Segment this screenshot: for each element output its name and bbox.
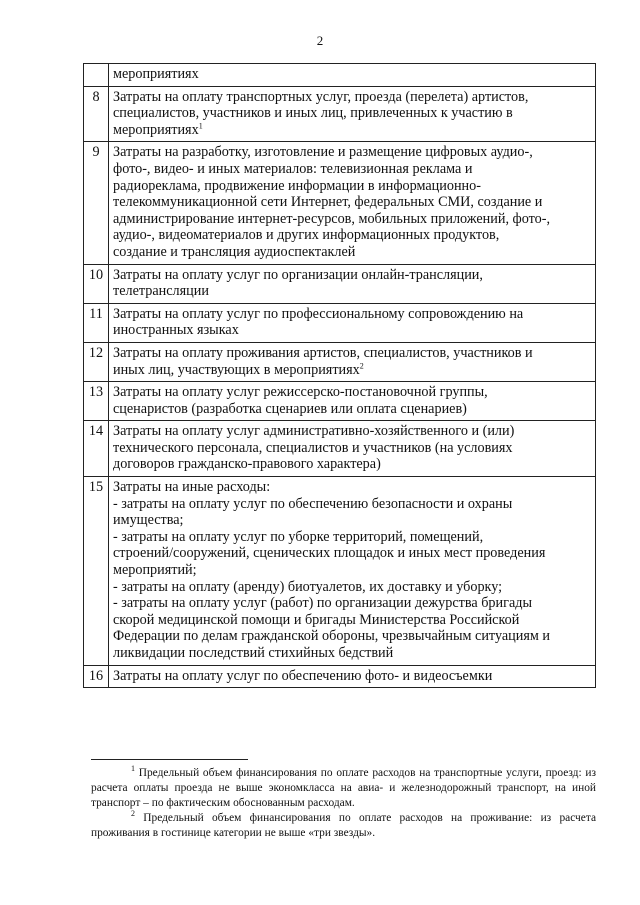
text-line <box>113 362 591 379</box>
text-line <box>113 612 591 629</box>
text-line <box>113 645 591 662</box>
row-number: 16 <box>84 665 109 688</box>
text-line <box>113 562 591 579</box>
line-text: - затраты на оплату услуг по обеспечению безопасности и охраны <box>113 495 513 512</box>
line-text: администрирование интернет-ресурсов, мобильных приложений, фото-, <box>113 210 551 227</box>
footnote-divider <box>91 759 248 760</box>
expense-description <box>109 342 596 381</box>
text-line <box>113 345 591 362</box>
line-text: Затраты на оплату услуг по профессиональному сопровождению на <box>113 305 524 322</box>
footnote-reference: 1 <box>198 121 203 131</box>
table-row <box>84 665 596 688</box>
expense-description <box>109 382 596 421</box>
text-line <box>113 545 591 562</box>
line-text: Затраты на оплату услуг по обеспечению фото- и видеосъемки <box>113 667 493 684</box>
line-text: сценаристов (разработка сценариев или оплата сценариев) <box>113 400 467 417</box>
line-text: иностранных языках <box>113 322 239 339</box>
footnote-mark: 2 <box>131 809 135 819</box>
text-line <box>113 267 591 284</box>
line-text: скорой медицинской помощи и бригады Министерства Российской <box>113 611 520 628</box>
line-text: технического персонала, специалистов и участников (на условиях <box>113 439 513 456</box>
line-text: телетрансляции <box>113 283 209 300</box>
page-number: 2 <box>316 33 324 48</box>
expense-description <box>109 303 596 342</box>
line-text: договоров гражданско-правового характера) <box>113 456 381 473</box>
text-line <box>113 423 591 440</box>
line-text: ликвидации последствий стихийных бедствий <box>113 645 394 661</box>
footnotes <box>91 766 596 841</box>
footnote-text: Предельный объем финансирования по оплате расходов на проживание: из расчета проживания в гостинице категории не выше «три звезды». <box>91 812 596 839</box>
row-number: 11 <box>84 303 109 342</box>
line-text: имущества; <box>113 512 184 529</box>
line-text: создание и трансляция аудиоспектаклей <box>113 243 356 260</box>
expense-description <box>109 86 596 142</box>
line-text: аудио-, видеоматериалов и других информационных продуктов, <box>113 227 500 244</box>
footnote-reference: 2 <box>359 360 364 370</box>
line-text: Затраты на оплату услуг по организации онлайн-трансляции, <box>113 266 483 283</box>
line-text: Затраты на оплату услуг административно-хозяйственного и (или) <box>113 423 515 440</box>
footnote-text: Предельный объем финансирования по оплате расходов на транспортные услуги, проезд: из расчета оплаты проезда не выше экономкласса на авиа- и железнодорожный транспорт, на иной транспорт – по фактическим обоснованным расходам. <box>91 767 596 809</box>
line-text: - затраты на оплату услуг (работ) по организации дежурства бригады <box>113 595 532 612</box>
text-line <box>113 322 591 339</box>
line-text: Затраты на разработку, изготовление и размещение цифровых аудио-, <box>113 144 533 161</box>
text-line <box>113 628 591 645</box>
text-line <box>113 244 591 261</box>
line-text: фото-, видео- и иных материалов: телевизионная реклама и <box>113 160 473 177</box>
row-number: 10 <box>84 264 109 303</box>
text-line <box>113 194 591 211</box>
text-line <box>113 306 591 323</box>
line-text: Затраты на оплату транспортных услуг, проезда (перелета) артистов, <box>113 88 529 105</box>
line-text: строений/сооружений, сценических площадок и иных мест проведения <box>113 545 546 562</box>
row-number: 8 <box>84 86 109 142</box>
line-text: Затраты на оплату услуг режиссерско-постановочной группы, <box>113 384 488 401</box>
line-text: - затраты на оплату услуг по уборке территорий, помещений, <box>113 528 484 545</box>
expense-description <box>109 264 596 303</box>
line-text: мероприятиях <box>113 66 199 82</box>
text-line <box>113 105 591 122</box>
text-line <box>113 479 591 496</box>
table-row <box>84 64 596 87</box>
table-row <box>84 477 596 666</box>
table-row <box>84 86 596 142</box>
table-row <box>84 142 596 264</box>
text-line <box>113 178 591 195</box>
row-number: 14 <box>84 421 109 477</box>
text-line <box>113 529 591 546</box>
line-text: мероприятиях <box>113 121 199 138</box>
footnote <box>91 766 596 811</box>
row-number <box>84 64 109 87</box>
text-line <box>113 668 591 685</box>
text-line <box>113 456 591 473</box>
line-text: радиореклама, продвижение информации в информационно- <box>113 177 481 194</box>
table-row <box>84 382 596 421</box>
text-line <box>113 512 591 529</box>
text-line <box>113 440 591 457</box>
expense-description <box>109 64 596 87</box>
text-line <box>113 579 591 596</box>
table-row <box>84 303 596 342</box>
text-line <box>113 144 591 161</box>
text-line <box>113 66 591 83</box>
text-line <box>113 283 591 300</box>
text-line <box>113 89 591 106</box>
row-number: 9 <box>84 142 109 264</box>
expense-table <box>83 63 596 688</box>
expense-description <box>109 665 596 688</box>
text-line <box>113 384 591 401</box>
expense-description <box>109 477 596 666</box>
footnote <box>91 811 596 841</box>
text-line <box>113 401 591 418</box>
line-text: Затраты на иные расходы: <box>113 479 271 496</box>
line-text: телекоммуникационной сети Интернет, федеральных СМИ, создание и <box>113 194 543 211</box>
row-number: 12 <box>84 342 109 381</box>
text-line <box>113 227 591 244</box>
text-line <box>113 595 591 612</box>
text-line <box>113 161 591 178</box>
table-row <box>84 342 596 381</box>
line-text: специалистов, участников и иных лиц, привлеченных к участию в <box>113 105 513 122</box>
line-text: - затраты на оплату (аренду) биотуалетов, их доставку и уборку; <box>113 578 503 595</box>
line-text: иных лиц, участвующих в мероприятиях <box>113 361 360 378</box>
line-text: Федерации по делам гражданской обороны, чрезвычайным ситуациям и <box>113 628 550 645</box>
row-number: 13 <box>84 382 109 421</box>
expense-description <box>109 421 596 477</box>
row-number: 15 <box>84 477 109 666</box>
table-row <box>84 264 596 303</box>
footnote-mark: 1 <box>131 764 135 774</box>
line-text: мероприятий; <box>113 562 197 579</box>
text-line <box>113 122 591 139</box>
line-text: Затраты на оплату проживания артистов, специалистов, участников и <box>113 344 533 361</box>
text-line <box>113 211 591 228</box>
text-line <box>113 496 591 513</box>
expense-description <box>109 142 596 264</box>
table-row <box>84 421 596 477</box>
